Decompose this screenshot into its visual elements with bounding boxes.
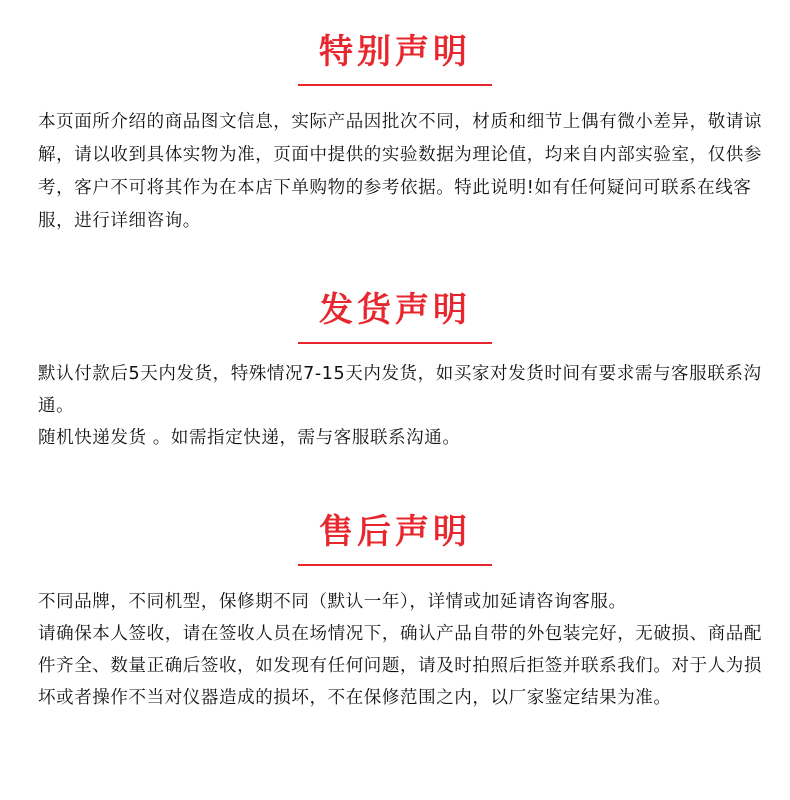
section-body xyxy=(38,106,768,238)
section-header xyxy=(0,30,790,92)
section-header xyxy=(0,288,790,350)
section-header xyxy=(0,510,790,572)
section-title: 售后声明 xyxy=(319,512,471,552)
paragraph: 不同品牌，不同机型，保修期不同（默认一年），详情或加延请咨询客服。 xyxy=(38,592,627,612)
after-sales-statement-section xyxy=(0,510,790,708)
title-underline xyxy=(298,564,492,566)
special-statement-section xyxy=(0,30,790,231)
section-title: 发货声明 xyxy=(319,290,471,330)
title-underline xyxy=(298,84,492,86)
title-underline xyxy=(298,342,492,344)
paragraph: 本页面所介绍的商品图文信息，实际产品因批次不同，材质和细节上偶有微小差异，敬请谅解，请以收到具体实物为准，页面中提供的实验数据为理论值，均来自内部实验室，仅供参考，客户不可将其作为在本店下单购物的参考依据。特此说明!如有任何疑问可联系在线客服，进行详细咨询。 xyxy=(38,112,762,231)
section-body xyxy=(38,586,768,714)
shipping-statement-section xyxy=(0,288,790,448)
section-title: 特别声明 xyxy=(319,32,471,72)
paragraph: 随机快递发货 。如需指定快递，需与客服联系沟通。 xyxy=(38,428,461,448)
section-body xyxy=(38,358,768,454)
paragraph: 默认付款后5天内发货，特殊情况7-15天内发货，如买家对发货时间有要求需与客服联系沟通。 xyxy=(38,364,762,416)
paragraph: 请确保本人签收，请在签收人员在场情况下，确认产品自带的外包装完好，无破损、商品配件齐全、数量正确后签收，如发现有任何问题，请及时拍照后拒签并联系我们。对于人为损坏或者操作不当对仪器造成的损坏，不在保修范围之内，以厂家鉴定结果为准。 xyxy=(38,624,762,708)
